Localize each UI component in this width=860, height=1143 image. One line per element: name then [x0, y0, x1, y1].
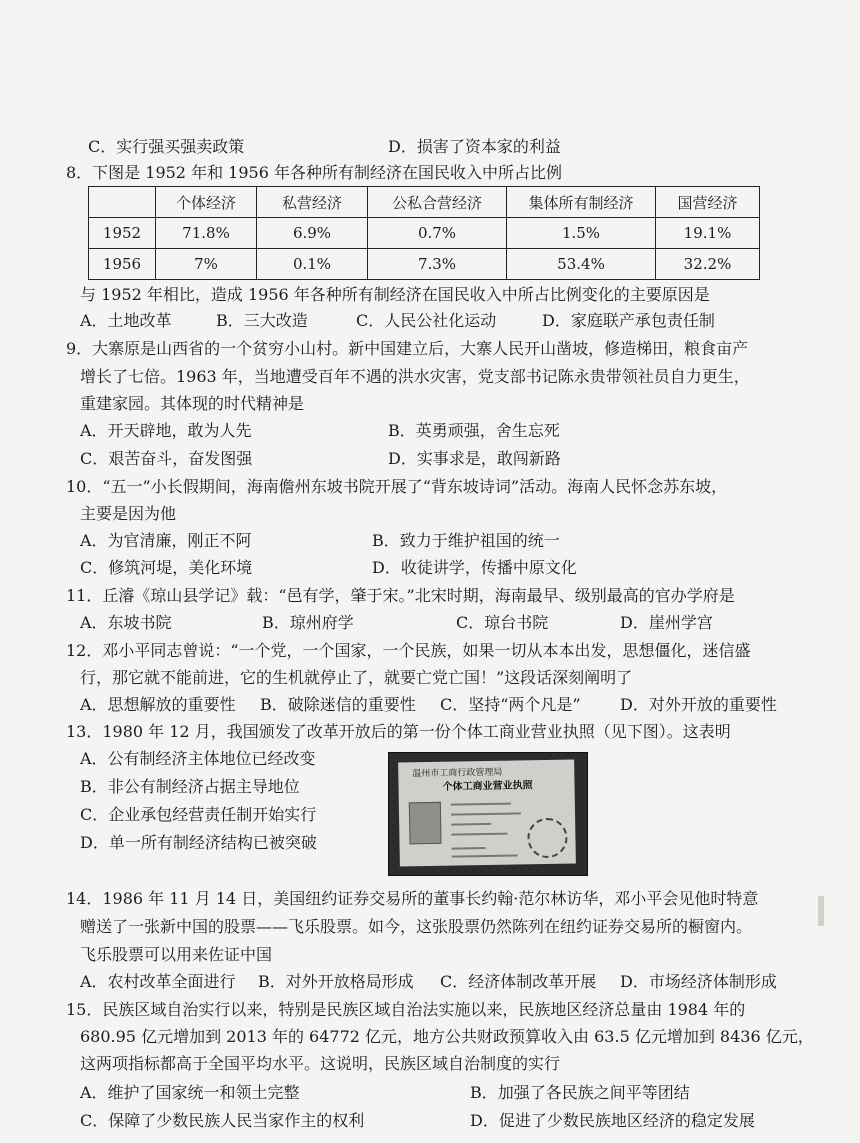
- q8-stem: 8．下图是 1952 年和 1956 年各种所有制经济在国民收入中所占比例: [66, 163, 562, 182]
- q15-option-d: D．促进了少数民族地区经济的稳定发展: [470, 1111, 755, 1130]
- q8-option-b: B．三大改造: [216, 311, 308, 330]
- table-cell: 1956: [89, 249, 156, 280]
- q15-line-3: 这两项指标都高于全国平均水平。这说明，民族区域自治制度的实行: [80, 1054, 561, 1073]
- table-cell: 71.8%: [156, 218, 257, 249]
- q8-option-c: C．人民公社化运动: [356, 311, 497, 330]
- q15-line-1: 15．民族区域自治实行以来，特别是民族区域自治法实施以来，民族地区经济总量由 1984 年的: [66, 1000, 746, 1019]
- q8-option-a: A．土地改革: [80, 311, 172, 330]
- q13-option-d: D．单一所有制经济结构已被突破: [80, 833, 317, 852]
- q7-option-d: D．损害了资本家的利益: [388, 137, 561, 156]
- q10-line-1: 10．“五一”小长假期间，海南儋州东坡书院开展了“背东坡诗词”活动。海南人民怀念苏东坡，: [66, 477, 728, 496]
- table-cell: 53.4%: [507, 249, 656, 280]
- q12-option-c: C．坚持“两个凡是”: [440, 695, 581, 714]
- license-paper: [398, 759, 576, 866]
- q13-option-a: A．公有制经济主体地位已经改变: [80, 749, 316, 768]
- q10-option-a: A．为官清廉，刚正不阿: [80, 531, 252, 550]
- q9-line-3: 重建家园。其体现的时代精神是: [80, 394, 305, 413]
- q12-line-2: 行，那它就不能前进，它的生机就停止了，就要亡党亡国！”这段话深刻阐明了: [80, 668, 633, 687]
- q14-option-c: C．经济体制改革开展: [440, 972, 597, 991]
- q9-option-b: B．英勇顽强，舍生忘死: [388, 421, 560, 440]
- q14-line-3: 飞乐股票可以用来佐证中国: [80, 945, 273, 964]
- license-text-row: [451, 833, 507, 836]
- table-cell: 0.1%: [257, 249, 368, 280]
- q12-option-a: A．思想解放的重要性: [80, 695, 236, 714]
- q12-option-b: B．破除迷信的重要性: [260, 695, 416, 714]
- q10-option-d: D．收徒讲学，传播中原文化: [372, 558, 577, 577]
- q14-option-b: B．对外开放格局形成: [258, 972, 414, 991]
- table-header-cell: 国营经济: [656, 187, 760, 218]
- q11-option-c: C．琼台书院: [456, 613, 549, 632]
- q15-option-a: A．维护了国家统一和领土完整: [80, 1083, 300, 1102]
- table-header-cell: [89, 187, 156, 218]
- table-header-cell: 个体经济: [156, 187, 257, 218]
- q9-line-2: 增长了七倍。1963 年，当地遭受百年不遇的洪水灾害，党支部书记陈永贵带领社员自力更生，: [80, 367, 750, 386]
- table-row: [89, 249, 760, 280]
- table-cell: 6.9%: [257, 218, 368, 249]
- q11-line-1: 11．丘濬《琼山县学记》载：“邑有学，肇于宋。”北宋时期，海南最早、级别最高的官办学府是: [66, 586, 735, 605]
- q14-line-1: 14．1986 年 11 月 14 日，美国纽约证券交易所的董事长约翰·范尔林访华，邓小平会见他时特意: [66, 889, 759, 908]
- portrait-photo: [409, 802, 442, 845]
- q8-question: 与 1952 年相比，造成 1956 年各种所有制经济在国民收入中所占比例变化的主要原因是: [80, 285, 710, 304]
- business-license-photo: [388, 752, 588, 876]
- q10-option-b: B．致力于维护祖国的统一: [372, 531, 560, 550]
- q11-option-a: A．东坡书院: [80, 613, 172, 632]
- license-text-row: [451, 803, 511, 806]
- q13-option-c: C．企业承包经营责任制开始实行: [80, 805, 317, 824]
- q9-option-c: C．艰苦奋斗，奋发图强: [80, 449, 253, 468]
- table-cell: 0.7%: [368, 218, 507, 249]
- q10-option-c: C．修筑河堤，美化环境: [80, 558, 253, 577]
- q12-line-1: 12．邓小平同志曾说：“一个党，一个国家，一个民族，如果一切从本本出发，思想僵化，迷信盛: [66, 641, 751, 660]
- q8-option-d: D．家庭联产承包责任制: [542, 311, 715, 330]
- q9-line-1: 9．大寨原是山西省的一个贫穷小山村。新中国建立后，大寨人民开山凿坡，修造梯田，粮食亩产: [66, 339, 749, 358]
- license-header-text: 温州市工商行政管理局: [412, 767, 503, 780]
- q14-option-a: A．农村改革全面进行: [80, 972, 236, 991]
- table-cell: 32.2%: [656, 249, 760, 280]
- q9-option-a: A．开天辟地，敢为人先: [80, 421, 252, 440]
- table-header-cell: 私营经济: [257, 187, 368, 218]
- q12-option-d: D．对外开放的重要性: [620, 695, 777, 714]
- table-cell: 7%: [156, 249, 257, 280]
- q11-option-d: D．崖州学宫: [620, 613, 713, 632]
- table-row: [89, 218, 760, 249]
- license-title-text: 个体工商业营业执照: [442, 780, 533, 793]
- q14-option-d: D．市场经济体制形成: [620, 972, 777, 991]
- table-cell: 1.5%: [507, 218, 656, 249]
- license-text-row: [452, 847, 486, 850]
- ownership-table: [88, 186, 760, 280]
- table-header-cell: 公私合营经济: [368, 187, 507, 218]
- table-header-row: [89, 187, 760, 218]
- table-header-cell: 集体所有制经济: [507, 187, 656, 218]
- official-seal: [527, 818, 568, 859]
- q9-option-d: D．实事求是，敢闯新路: [388, 449, 561, 468]
- license-text-row: [451, 812, 521, 815]
- table-cell: 7.3%: [368, 249, 507, 280]
- table-cell: 19.1%: [656, 218, 760, 249]
- q13-option-b: B．非公有制经济占据主导地位: [80, 777, 300, 796]
- license-text-row: [452, 854, 518, 857]
- q7-option-c: C．实行强买强卖政策: [88, 137, 245, 156]
- license-text-row: [451, 823, 491, 826]
- q13-line-1: 13．1980 年 12 月，我国颁发了改革开放后的第一份个体工商业营业执照（见下图）。这表明: [66, 722, 731, 741]
- q14-line-2: 赠送了一张新中国的股票——飞乐股票。如今，这张股票仍然陈列在纽约证券交易所的橱窗内。: [80, 917, 753, 936]
- table-cell: 1952: [89, 218, 156, 249]
- q10-line-2: 主要是因为他: [80, 504, 177, 523]
- q11-option-b: B．琼州府学: [262, 613, 354, 632]
- scan-artifact: [818, 896, 824, 926]
- q15-option-c: C．保障了少数民族人民当家作主的权利: [80, 1111, 365, 1130]
- q15-line-2: 680.95 亿元增加到 2013 年的 64772 亿元，地方公共财政预算收入由 63.5 亿元增加到 8436 亿元，: [80, 1027, 814, 1046]
- q15-option-b: B．加强了各民族之间平等团结: [470, 1083, 690, 1102]
